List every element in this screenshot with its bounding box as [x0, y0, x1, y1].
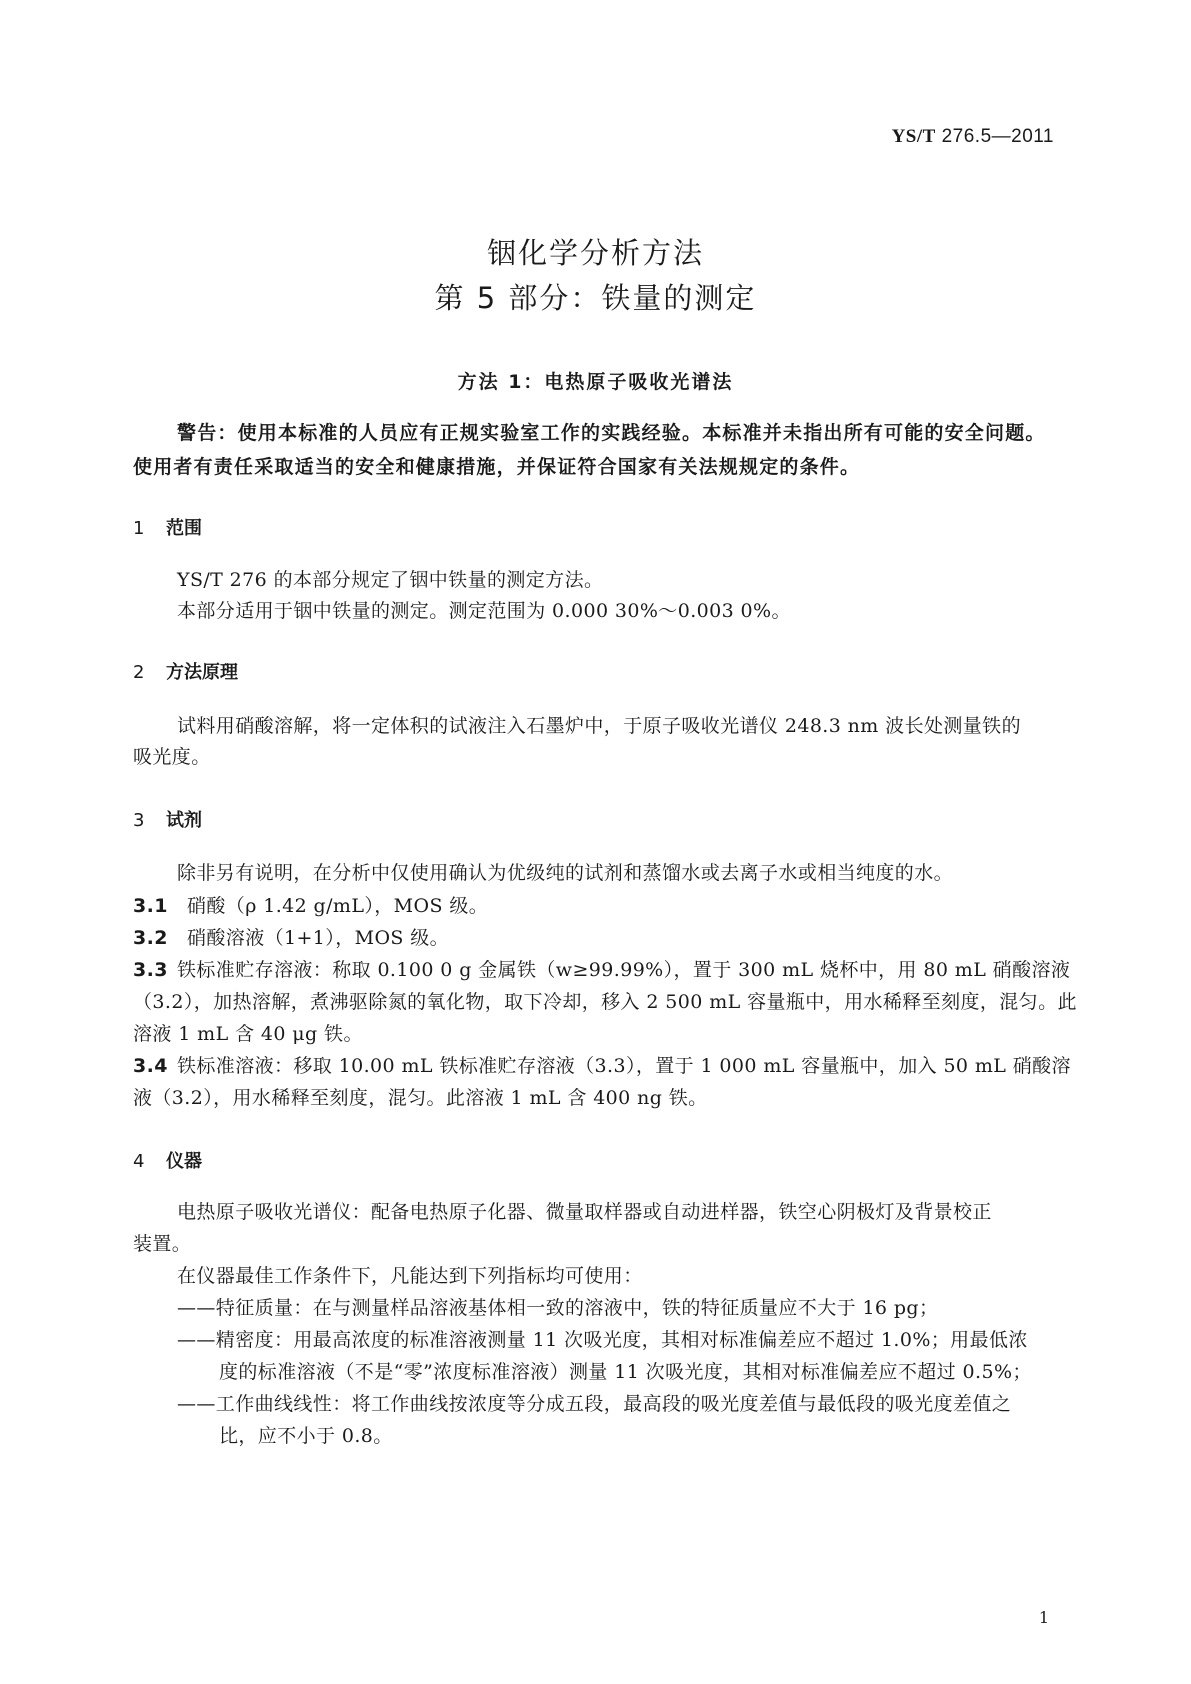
instrument-line-2: 装置。	[133, 1233, 192, 1255]
reagent-3-4-line-2: 液（3.2），用水稀释至刻度，混匀。此溶液 1 mL 含 400 ng 铁。	[133, 1087, 708, 1109]
section-3-heading: 3 试剂	[133, 810, 202, 831]
criterion-linearity: ——工作曲线线性：将工作曲线按浓度等分成五段，最高段的吸光度差值与最低段的吸光度差值之	[177, 1393, 1012, 1415]
section-1-heading: 1 范围	[133, 518, 202, 539]
criterion-precision-line-2: 度的标准溶液（不是“零”浓度标准溶液）测量 11 次吸光度，其相对标准偏差应不超过 0.5%；	[219, 1361, 1032, 1383]
instrument-line-1: 电热原子吸收光谱仪：配备电热原子化器、微量取样器或自动进样器，铁空心阴极灯及背景校正	[177, 1201, 992, 1223]
scope-paragraph-1: YS/T 276 的本部分规定了铟中铁量的测定方法。	[177, 569, 604, 591]
section-2-heading: 2 方法原理	[133, 662, 238, 683]
reagent-3-4: 3.4 铁标准溶液：移取 10.00 mL 铁标准贮存溶液（3.3），置于 1 000 mL 容量瓶中，加入 50 mL 硝酸溶	[133, 1055, 1071, 1077]
criterion-linearity-line-2: 比，应不小于 0.8。	[219, 1425, 393, 1447]
reagent-3-3: 3.3 铁标准贮存溶液：称取 0.100 0 g 金属铁（w≥99.99%），置于 300 mL 烧杯中，用 80 mL 硝酸溶液	[133, 959, 1071, 981]
method-subtitle: 方法 1：电热原子吸收光谱法	[457, 371, 734, 393]
reagent-3-2: 3.2 硝酸溶液（1+1），MOS 级。	[133, 927, 450, 949]
reagent-3-3-line-2: （3.2），加热溶解，煮沸驱除氮的氧化物，取下冷却，移入 2 500 mL 容量瓶中，用水稀释至刻度，混匀。此	[133, 991, 1077, 1013]
scope-paragraph-2: 本部分适用于铟中铁量的测定。测定范围为 0.000 30%～0.003 0%。	[177, 600, 791, 622]
reagents-intro: 除非另有说明，在分析中仅使用确认为优级纯的试剂和蒸馏水或去离子水或相当纯度的水。	[177, 862, 954, 884]
instrument-criteria-intro: 在仪器最佳工作条件下，凡能达到下列指标均可使用：	[177, 1265, 643, 1287]
criterion-precision: ——精密度：用最高浓度的标准溶液测量 11 次吸光度，其相对标准偏差应不超过 1.0%；用最低浓	[177, 1329, 1028, 1351]
page-number: 1	[1038, 1608, 1049, 1627]
document-title: 铟化学分析方法	[486, 236, 704, 270]
warning-line-2: 使用者有责任采取适当的安全和健康措施，并保证符合国家有关法规规定的条件。	[133, 456, 861, 478]
standard-code: YS/T 276.5—2011	[891, 126, 1054, 147]
section-4-heading: 4 仪器	[133, 1151, 202, 1172]
reagent-3-1: 3.1 硝酸（ρ 1.42 g/mL），MOS 级。	[133, 895, 489, 917]
principle-line-1: 试料用硝酸溶解，将一定体积的试液注入石墨炉中，于原子吸收光谱仪 248.3 nm 波长处测量铁的	[177, 715, 1021, 737]
document-part-title: 第 5 部分：铁量的测定	[434, 281, 757, 315]
reagent-3-3-line-3: 溶液 1 mL 含 40 μg 铁。	[133, 1023, 363, 1045]
warning-line-1: 警告：使用本标准的人员应有正规实验室工作的实践经验。本标准并未指出所有可能的安全问题。	[177, 422, 1046, 444]
principle-line-2: 吸光度。	[133, 746, 211, 768]
criterion-characteristic-mass: ——特征质量：在与测量样品溶液基体相一致的溶液中，铁的特征质量应不大于 16 pg；	[177, 1297, 939, 1319]
